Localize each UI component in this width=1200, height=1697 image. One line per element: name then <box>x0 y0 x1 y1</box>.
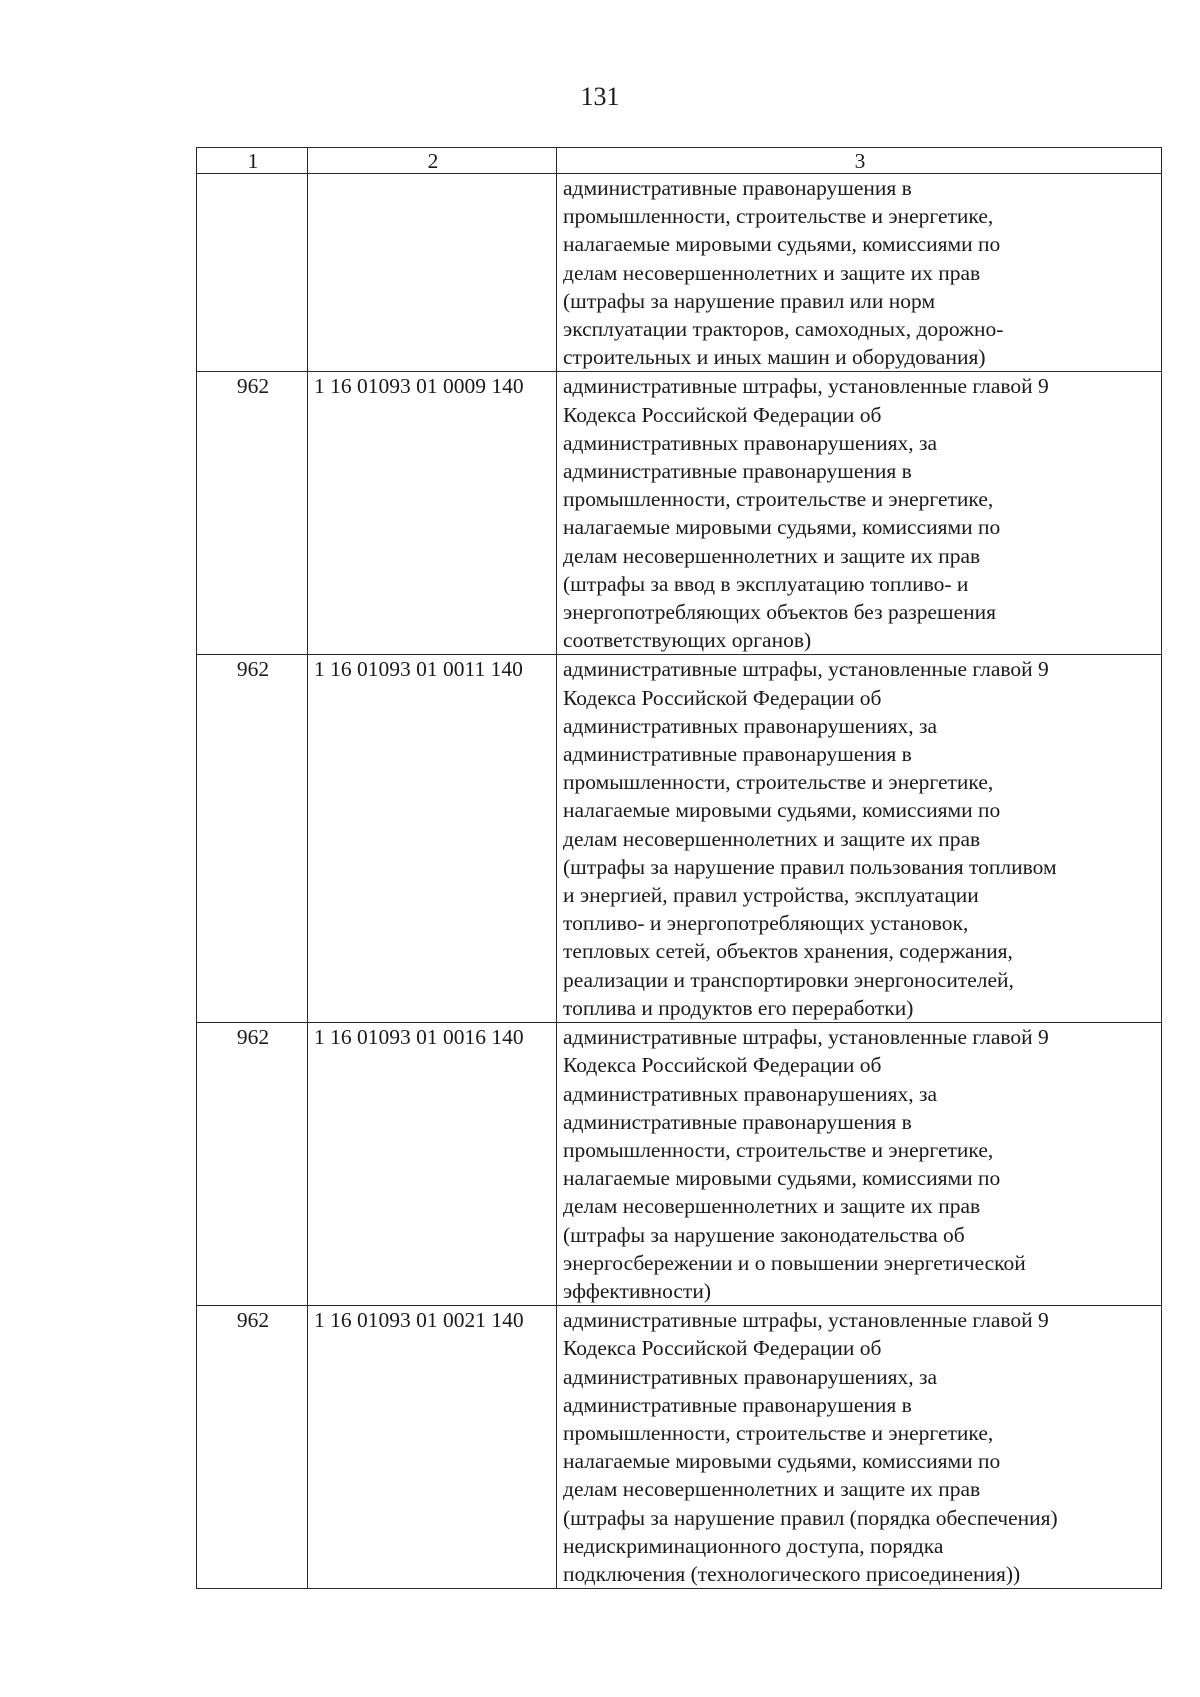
description-line: тепловых сетей, объектов хранения, содержания, <box>563 939 1013 964</box>
budget-code-cell: 1 16 01093 01 0011 140 <box>308 655 557 1023</box>
admin-code-cell: 962 <box>197 655 308 1023</box>
description-line: налагаемые мировыми судьями, комиссиями по <box>563 232 1001 257</box>
header-col-3: 3 <box>557 148 1162 174</box>
description-line: делам несовершеннолетних и защите их прав <box>563 543 981 568</box>
description-line: топлива и продуктов его переработки) <box>563 995 914 1020</box>
description-line: налагаемые мировыми судьями, комиссиями по <box>563 515 1001 540</box>
table-row <box>197 372 1162 655</box>
description-line: административные правонарушения в <box>563 1392 912 1417</box>
description-line: налагаемые мировыми судьями, комиссиями по <box>563 798 1001 823</box>
description-line: административные штрафы, установленные главой 9 <box>563 1025 1049 1050</box>
page-number: 131 <box>580 82 620 111</box>
description-line: административных правонарушениях, за <box>563 1081 938 1106</box>
header-col-1: 1 <box>197 148 308 174</box>
description-line: энергосбережении и о повышении энергетической <box>563 1250 1026 1275</box>
description-line: энергопотребляющих объектов без разрешения <box>563 600 997 625</box>
description-line: промышленности, строительстве и энергетике, <box>563 487 994 512</box>
description-line: соответствующих органов) <box>563 628 812 653</box>
description-line: реализации и транспортировки энергоносителей, <box>563 967 1014 992</box>
table-row <box>197 1306 1162 1589</box>
description-cell <box>557 1306 1162 1589</box>
description-line: налагаемые мировыми судьями, комиссиями по <box>563 1449 1001 1474</box>
description-line: недискриминационного доступа, порядка <box>563 1533 944 1558</box>
description-line: и энергией, правил устройства, эксплуатации <box>563 883 979 908</box>
budget-code-cell <box>308 174 557 372</box>
description-line: Кодекса Российской Федерации об <box>563 685 882 710</box>
description-line: Кодекса Российской Федерации об <box>563 1336 882 1361</box>
description-line: делам несовершеннолетних и защите их прав <box>563 260 981 285</box>
admin-code-cell: 962 <box>197 1023 308 1306</box>
description-line: административные штрафы, установленные главой 9 <box>563 657 1049 682</box>
description-line: административные правонарушения в <box>563 176 912 200</box>
description-line: эксплуатации тракторов, самоходных, дорожно- <box>563 317 1004 342</box>
description-line: делам несовершеннолетних и защите их прав <box>563 1477 981 1502</box>
description-cell <box>557 655 1162 1023</box>
description-cell <box>557 1023 1162 1306</box>
description-line: эффективности) <box>563 1278 711 1303</box>
description-line: делам несовершеннолетних и защите их прав <box>563 1194 981 1219</box>
description-line: (штрафы за нарушение правил (порядка обеспечения) <box>563 1505 1058 1530</box>
description-line: административных правонарушениях, за <box>563 713 938 738</box>
description-line: административных правонарушениях, за <box>563 430 938 455</box>
budget-code-cell: 1 16 01093 01 0009 140 <box>308 372 557 655</box>
table-row <box>197 1023 1162 1306</box>
table-header-row <box>197 148 1162 174</box>
description-line: Кодекса Российской Федерации об <box>563 402 882 427</box>
revenue-codes-table <box>196 147 1162 1589</box>
description-line: топливо- и энергопотребляющих установок, <box>563 911 969 936</box>
table-row <box>197 174 1162 372</box>
description-line: строительных и иных машин и оборудования) <box>563 345 986 370</box>
description-line: (штрафы за нарушение правил пользования топливом <box>563 854 1057 879</box>
header-col-2: 2 <box>308 148 557 174</box>
description-line: (штрафы за нарушение правил или норм <box>563 288 936 313</box>
budget-code-cell: 1 16 01093 01 0021 140 <box>308 1306 557 1589</box>
description-line: налагаемые мировыми судьями, комиссиями по <box>563 1166 1001 1191</box>
admin-code-cell <box>197 174 308 372</box>
description-cell <box>557 372 1162 655</box>
description-line: делам несовершеннолетних и защите их прав <box>563 826 981 851</box>
description-line: административных правонарушениях, за <box>563 1364 938 1389</box>
description-line: промышленности, строительстве и энергетике, <box>563 1137 994 1162</box>
description-line: промышленности, строительстве и энергетике, <box>563 770 994 795</box>
description-line: подключения (технологического присоединения)) <box>563 1561 1021 1586</box>
description-line: промышленности, строительстве и энергетике, <box>563 1420 994 1445</box>
description-line: (штрафы за нарушение законодательства об <box>563 1222 965 1247</box>
description-cell <box>557 174 1162 372</box>
description-line: административные штрафы, установленные главой 9 <box>563 1308 1049 1333</box>
admin-code-cell: 962 <box>197 1306 308 1589</box>
description-line: административные штрафы, установленные главой 9 <box>563 374 1049 399</box>
description-line: (штрафы за ввод в эксплуатацию топливо- и <box>563 571 969 596</box>
description-line: административные правонарушения в <box>563 459 912 484</box>
description-line: Кодекса Российской Федерации об <box>563 1053 882 1078</box>
description-line: административные правонарушения в <box>563 1109 912 1134</box>
description-line: промышленности, строительстве и энергетике, <box>563 204 994 229</box>
description-line: административные правонарушения в <box>563 742 912 767</box>
admin-code-cell: 962 <box>197 372 308 655</box>
table-row <box>197 655 1162 1023</box>
budget-code-cell: 1 16 01093 01 0016 140 <box>308 1023 557 1306</box>
